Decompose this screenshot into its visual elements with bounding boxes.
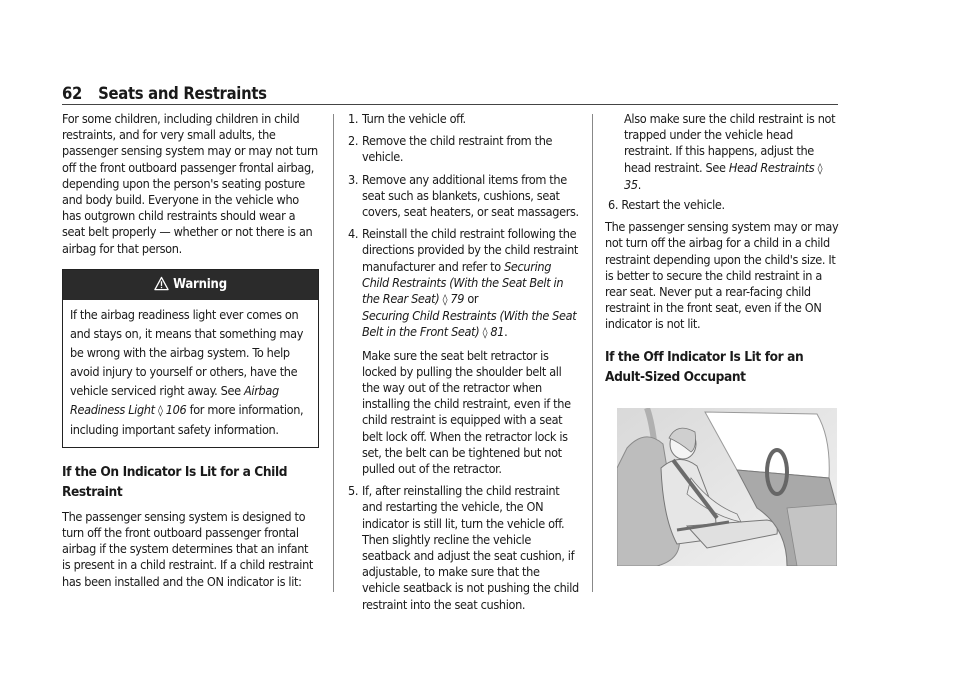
step-text: If, after reinstalling the child restraint and restarting the vehicle, the ON indicator is still lit, turn the vehicle off. Then slightly recline the vehicle seatback and adjust the seat cushion, if adjustable, to make sure that the vehicle seatback is not pushing the child restraint into the seat cushion. bbox=[362, 483, 579, 612]
warning-text: If the airbag readiness light ever comes on and stays on, it means that something may be wrong with the airbag system. To help avoid injury to yourself or others, have the vehicle serviced right away. See bbox=[70, 306, 304, 398]
column-divider-2 bbox=[592, 114, 593, 592]
page-header bbox=[62, 84, 267, 103]
child-size-paragraph: The passenger sensing system may or may not turn off the airbag for a child in a child restraint depending upon the child's size. It is better to secure the child restraint in a rear seat. Never put a rear-facing child restraint in the front seat, even if the ON indicator is not lit. bbox=[605, 219, 839, 332]
step-text: Remove the child restraint from the vehicle. bbox=[362, 133, 553, 165]
step-number: 1. bbox=[348, 111, 359, 126]
on-indicator-paragraph: The passenger sensing system is designed to turn off the front outboard passenger frontal airbag if the system determines that an infant is present in a child restraint. If a child restraint has been installed and the ON indicator is lit: bbox=[62, 508, 313, 589]
step-5 bbox=[348, 483, 580, 613]
head-restraints-link[interactable]: Head Restraints bbox=[728, 159, 815, 175]
warning-box bbox=[62, 269, 319, 448]
securing-rear-seat-link[interactable]: Securing Child Restraints (With the Seat Belt in the Rear Seat) bbox=[362, 258, 564, 307]
page-reference-icon: ◊ bbox=[442, 293, 448, 307]
step-text: Remove any additional items from the seat such as blankets, cushions, seat covers, seat heaters, or seat massagers. bbox=[362, 171, 579, 220]
page-reference-icon: ◊ bbox=[157, 403, 163, 417]
column-2 bbox=[348, 111, 580, 619]
intro-paragraph: For some children, including children in child restraints, and for very small adults, the passenger sensing system may or may not turn off the front outboard passenger frontal airbag, depending upon the person's seating posture and body build. Everyone in the vehicle who has outgrown child restraints should wear a seat belt properly — whether or not there is an airbag for that person. bbox=[62, 111, 318, 256]
step-text: Restart the vehicle. bbox=[621, 197, 725, 213]
securing-front-seat-link[interactable]: Securing Child Restraints (With the Seat Belt in the Front Seat) bbox=[362, 308, 577, 340]
heading-on-indicator: If the On Indicator Is Lit for a Child Restraint bbox=[62, 463, 288, 500]
step-number: 2. bbox=[348, 133, 359, 149]
step-number: 6. bbox=[608, 197, 619, 213]
page-reference-icon: ◊ bbox=[482, 326, 488, 340]
step-text: Reinstall the child restraint following the directions provided by the child restraint manufacturer and refer to bbox=[362, 226, 578, 274]
continued-text: Also make sure the child restraint is not trapped under the vehicle head restraint. If this happens, adjust the head restraint. See bbox=[624, 111, 836, 175]
securing-rear-seat-page[interactable]: 79 bbox=[450, 291, 465, 307]
securing-front-seat-page[interactable]: 81 bbox=[490, 324, 505, 340]
step-4-note: Make sure the seat belt retractor is locked by pulling the shoulder belt all the way out of the retractor when installing the child restraint, even if the child restraint is equipped with a seat belt lock off. When the retractor lock is set, the belt can be tightened but not pulled out of the retractor. bbox=[362, 347, 571, 477]
page-reference-icon: ◊ bbox=[817, 161, 823, 175]
warning-triangle-icon bbox=[154, 276, 169, 291]
step-number: 4. bbox=[348, 226, 359, 242]
step-number: 3. bbox=[348, 171, 359, 187]
ref-end: . bbox=[504, 324, 508, 340]
step-1 bbox=[348, 111, 580, 127]
airbag-readiness-page[interactable]: 106 bbox=[165, 401, 187, 417]
step-2 bbox=[348, 133, 580, 165]
steps-list bbox=[348, 111, 580, 613]
head-restraints-page[interactable]: 35 bbox=[624, 176, 638, 192]
step-3 bbox=[348, 172, 580, 221]
warning-body bbox=[63, 300, 318, 447]
section-title: Seats and Restraints bbox=[98, 84, 267, 103]
header-rule bbox=[62, 104, 838, 105]
step-6 bbox=[605, 197, 839, 213]
heading-off-indicator: If the Off Indicator Is Lit for an Adult-Sized Occupant bbox=[605, 348, 804, 385]
column-3 bbox=[605, 111, 839, 570]
column-divider-1 bbox=[333, 114, 334, 592]
warning-text-end: for more information, including important safety information. bbox=[70, 401, 304, 437]
step-number: 5. bbox=[348, 483, 359, 499]
step-4 bbox=[348, 226, 580, 477]
page-number: 62 bbox=[62, 84, 83, 103]
step-text: Turn the vehicle off. bbox=[362, 111, 466, 126]
column-1 bbox=[62, 111, 319, 590]
adult-occupant-illustration bbox=[617, 408, 837, 566]
or-text: or bbox=[464, 291, 479, 307]
step-5-continued bbox=[605, 111, 839, 193]
continued-end: . bbox=[637, 176, 641, 192]
warning-header bbox=[63, 270, 318, 300]
warning-title: Warning bbox=[173, 276, 227, 292]
airbag-readiness-link[interactable]: Airbag Readiness Light bbox=[70, 382, 279, 417]
